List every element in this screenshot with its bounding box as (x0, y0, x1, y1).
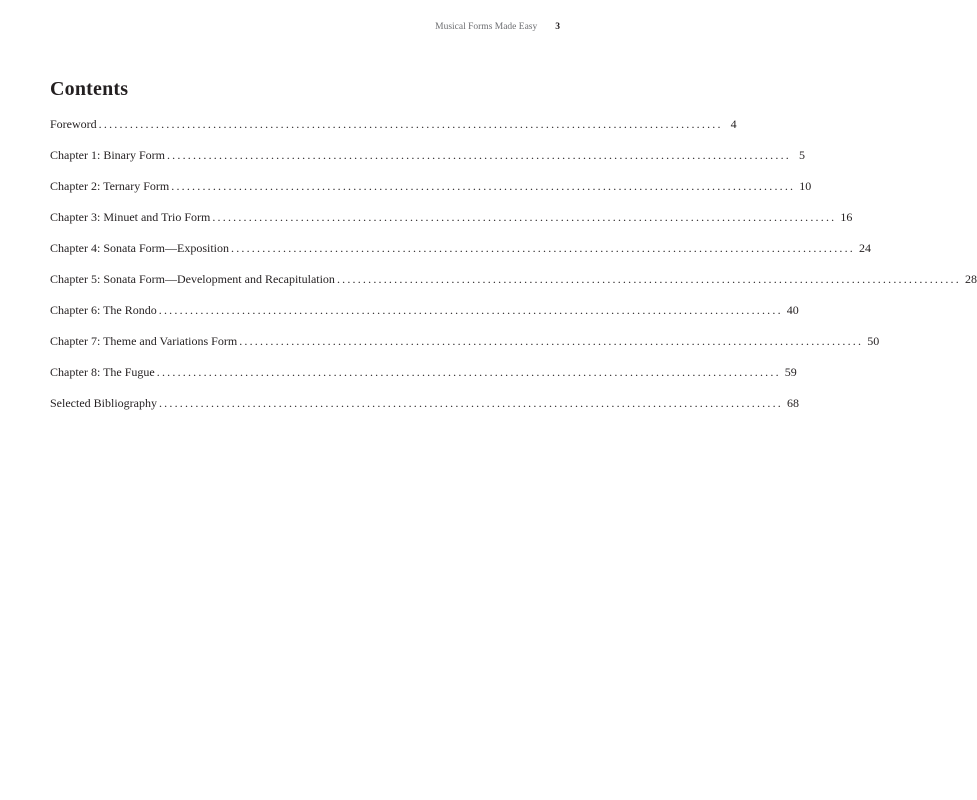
toc-entry-title: Chapter 3: Minuet and Trio Form (50, 210, 211, 224)
toc-entry-page: 10 (799, 179, 812, 193)
toc-entry-page: 24 (859, 241, 871, 255)
toc-entry-title: Foreword (50, 117, 97, 131)
table-of-contents (50, 117, 977, 427)
book-title: Musical Forms Made Easy (435, 22, 538, 32)
toc-entry-title: Chapter 2: Ternary Form (50, 179, 170, 193)
dot-leader: ........................................................................................................................ (156, 365, 781, 379)
toc-entry-page: 5 (798, 148, 805, 162)
toc-entry-chapter-4[interactable] (50, 241, 871, 272)
toc-entry-chapter-7[interactable] (50, 334, 880, 365)
toc-entry-chapter-8[interactable] (50, 365, 797, 396)
page-number: 3 (555, 22, 560, 32)
toc-entry-title: Chapter 5: Sonata Form—Development and Recapitulation (50, 272, 335, 286)
toc-entry-chapter-2[interactable] (50, 179, 812, 210)
toc-entry-chapter-6[interactable] (50, 303, 799, 334)
toc-entry-page: 16 (840, 210, 853, 224)
toc-entry-foreword[interactable] (50, 117, 737, 148)
toc-entry-page: 50 (867, 334, 880, 348)
dot-leader: ........................................................................................................................ (98, 117, 723, 131)
toc-entry-title: Selected Bibliography (50, 396, 157, 410)
dot-leader: ........................................................................................................................ (239, 334, 864, 348)
toc-entry-page: 4 (730, 117, 737, 131)
dot-leader: ........................................................................................................................ (171, 179, 796, 193)
contents-heading: Contents (50, 78, 129, 100)
dot-leader: ........................................................................................................................ (212, 210, 837, 224)
toc-entry-title: Chapter 7: Theme and Variations Form (50, 334, 238, 348)
toc-entry-chapter-5[interactable] (50, 272, 977, 303)
dot-leader: ........................................................................................................................ (158, 303, 783, 317)
dot-leader: ........................................................................................................................ (231, 241, 855, 255)
dot-leader: ........................................................................................................................ (158, 396, 783, 410)
toc-entry-title: Chapter 6: The Rondo (50, 303, 157, 317)
toc-entry-page: 28 (964, 272, 977, 286)
toc-entry-page: 40 (786, 303, 799, 317)
dot-leader: ........................................................................................................................ (336, 272, 961, 286)
toc-entry-page: 59 (784, 365, 797, 379)
toc-entry-chapter-1[interactable] (50, 148, 805, 179)
toc-entry-title: Chapter 1: Binary Form (50, 148, 165, 162)
toc-entry-bibliography[interactable] (50, 396, 799, 427)
dot-leader: ........................................................................................................................ (166, 148, 791, 162)
toc-entry-page: 68 (786, 396, 799, 410)
toc-entry-chapter-3[interactable] (50, 210, 853, 241)
toc-entry-title: Chapter 4: Sonata Form—Exposition (50, 241, 229, 255)
running-head (435, 22, 560, 32)
toc-entry-title: Chapter 8: The Fugue (50, 365, 155, 379)
